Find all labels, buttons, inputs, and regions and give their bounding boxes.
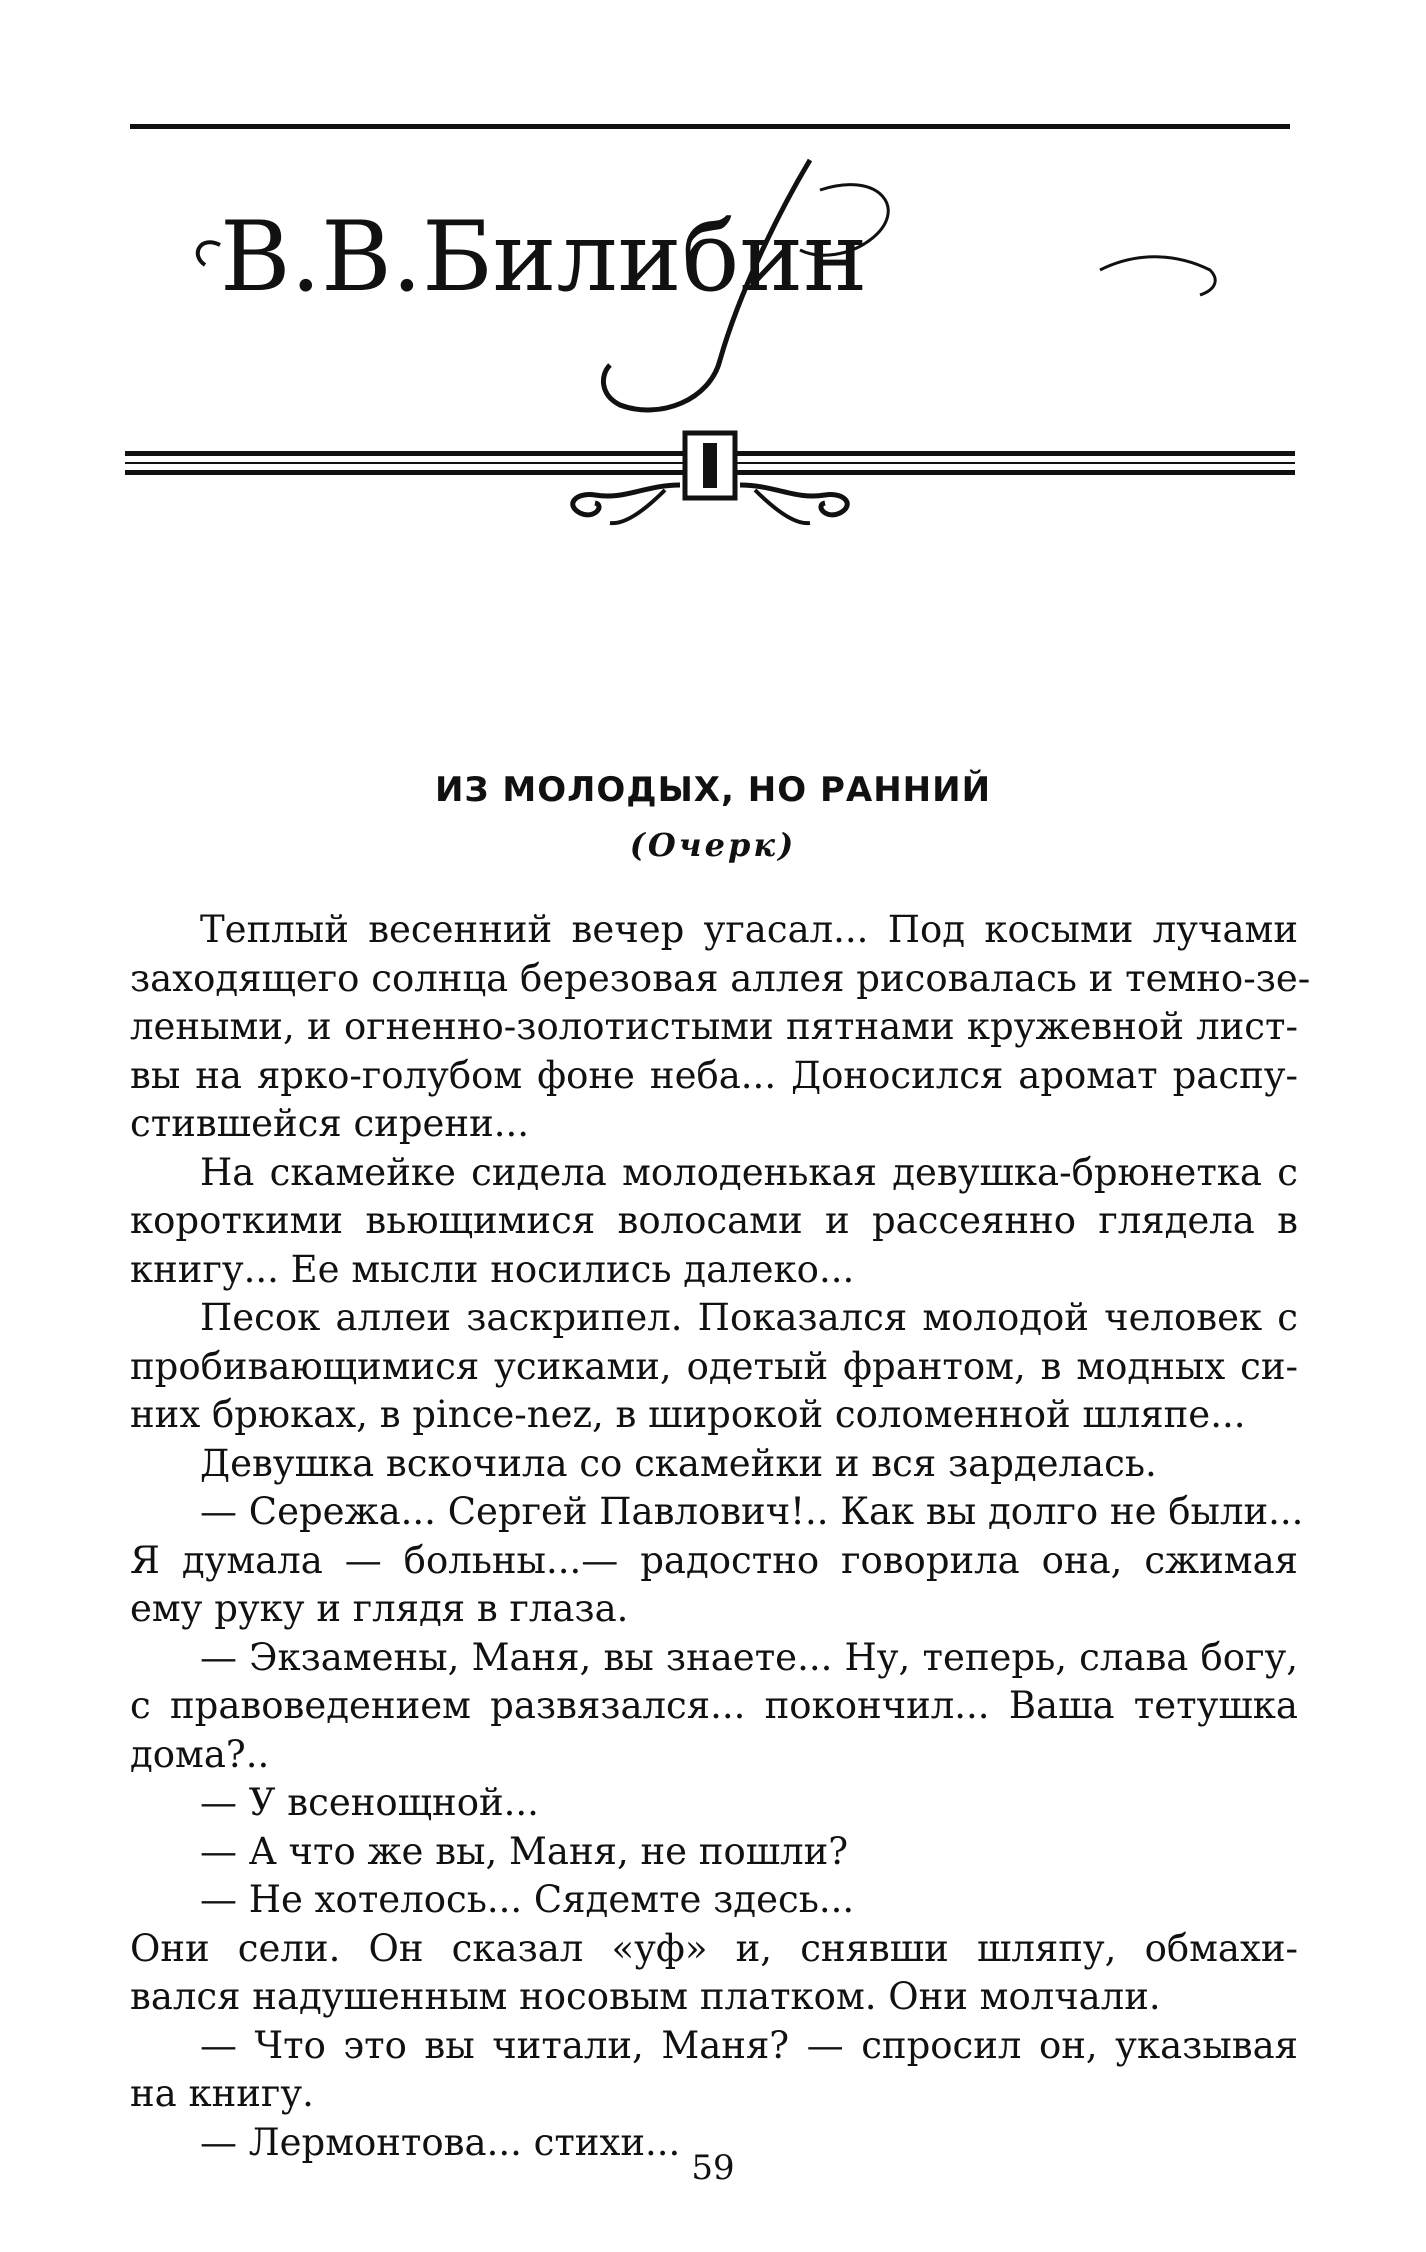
text-line: с правоведением развязался... покончил... Ваша тетушка [130, 1684, 1298, 1727]
text-line: дома?.. [130, 1732, 270, 1776]
text-line: стившейся сирени... [130, 1102, 530, 1145]
text-line: заходящего солнца березовая аллея рисовалась и темно-зе- [130, 956, 1311, 1000]
text-line: вался надушенным носовым платком. Они молчали. [130, 1975, 1161, 2018]
text-line: них брюках, в pince-nez, в широкой соломенной шляпе... [130, 1393, 1246, 1436]
text-line: книгу... Ее мысли носились далеко... [130, 1247, 855, 1291]
text-line: — Сережа... Сергей Павлович!.. Как вы долго не были... [200, 1490, 1304, 1533]
text-line: — Что это вы читали, Маня? — спросил он, указывая [200, 2023, 1298, 2067]
text-line: короткими вьющимися волосами и рассеянно глядела в [130, 1199, 1298, 1242]
author-logo [180, 150, 1240, 420]
text-line: — А что же вы, Маня, не пошли? [200, 1829, 849, 1873]
article-subtitle: (Очерк) [629, 826, 797, 864]
page-number: 59 [691, 2148, 735, 2188]
text-line: Теплый весенний вечер угасал... Под косыми лучами [200, 908, 1298, 951]
article-title: ИЗ МОЛОДЫХ, НО РАННИЙ [434, 770, 992, 810]
text-line: Я думала — больны...— радостно говорила она, сжимая [130, 1538, 1298, 1582]
text-line: На скамейке сидела молоденькая девушка-брюнетка с [200, 1150, 1298, 1194]
top-rule [130, 124, 1290, 129]
text-line: пробивающимися усиками, одетый франтом, в модных си- [130, 1344, 1298, 1388]
text-line: — У всенощной... [200, 1781, 539, 1824]
body-text [130, 906, 1311, 2167]
text-line: Девушка вскочила со скамейки и вся зарделась. [200, 1441, 1157, 1485]
text-line: Они сели. Он сказал «уф» и, снявши шляпу, обмахи- [130, 1926, 1298, 1970]
text-line: леными, и огненно-золотистыми пятнами кружевной лист- [130, 1005, 1298, 1048]
text-line: на книгу. [130, 2072, 314, 2115]
text-line: — Не хотелось... Сядемте здесь... [200, 1878, 855, 1921]
text-line: ему руку и глядя в глаза. [130, 1587, 629, 1630]
text-line: — Экзамены, Маня, вы знаете... Ну, теперь, слава богу, [200, 1635, 1298, 1679]
text-line: Песок аллеи заскрипел. Показался молодой человек с [200, 1296, 1298, 1339]
text-line: вы на ярко-голубом фоне неба... Доносился аромат распу- [130, 1053, 1298, 1097]
text-line: — Лермонтова... стихи... [200, 2120, 681, 2164]
divider-ornament [125, 425, 1295, 535]
author-logo-text: В.В.Билибин [220, 201, 868, 313]
